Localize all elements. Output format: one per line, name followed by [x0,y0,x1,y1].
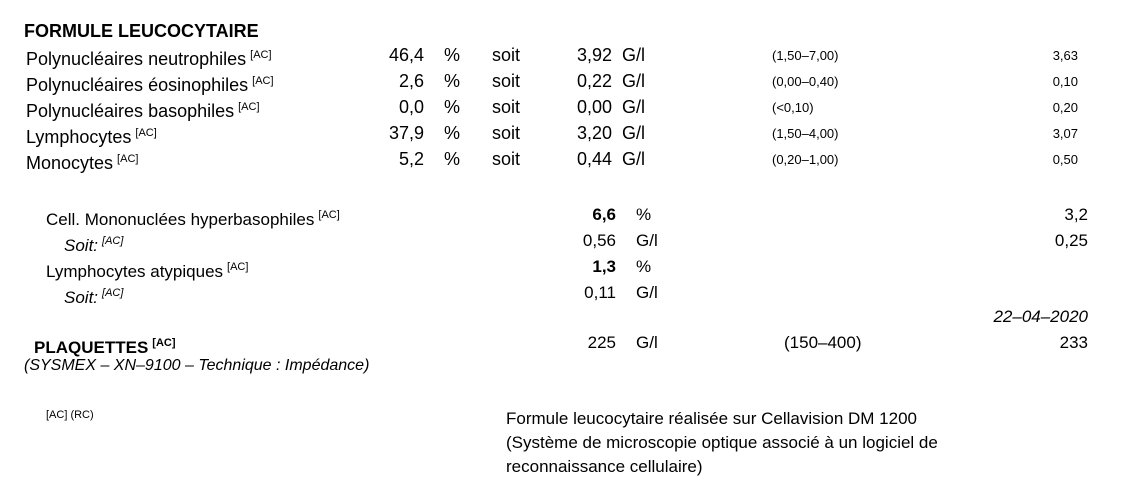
formula-ref: (0,20–1,00) [772,152,839,167]
formula-pct-unit: % [444,97,461,117]
formula-abs-unit: G/l [622,123,646,143]
plaquettes-unit: G/l [636,333,658,352]
previous-date: 22–04–2020 [993,307,1088,326]
atypical-value: 1,3 [592,257,616,276]
formula-pct: 0,0 [398,97,424,117]
hyperbaso-prev: 3,2 [1064,205,1088,224]
formula-pct: 46,4 [388,45,424,65]
formula-prev: 3,63 [1052,48,1078,63]
plaquettes-ref: (150–400) [784,333,862,352]
formula-abs: 0,00 [576,97,612,117]
formula-prev: 0,20 [1052,100,1078,115]
atypical-soit-unit: G/l [636,283,658,302]
ac-tag: [AC] [152,337,176,349]
formula-abs: 3,20 [576,123,612,143]
formula-label: Polynucléaires neutrophiles [AC] [26,49,272,69]
atypical-soit-label: Soit: [AC] [64,287,124,307]
formula-abs-unit: G/l [622,71,646,91]
ac-tag: [AC] [238,101,260,113]
formula-abs-unit: G/l [622,45,646,65]
ac-tag: [AC] [250,49,272,61]
formula-abs: 0,22 [576,71,612,91]
formula-pct-unit: % [444,71,461,91]
hyperbaso-label: Cell. Mononuclées hyperbasophiles [AC] [46,209,340,229]
formula-soit: soit [492,97,521,117]
formula-label: Monocytes [AC] [26,153,139,173]
formula-abs: 3,92 [576,45,612,65]
atypical-soit-value: 0,11 [584,283,616,302]
ac-tag: [AC] [102,287,124,299]
formula-soit: soit [492,71,521,91]
formula-ref: (1,50–7,00) [772,48,839,63]
ac-tag: [AC] [117,153,139,165]
formula-pct-unit: % [444,123,461,143]
formula-prev: 0,50 [1052,152,1078,167]
formula-pct: 5,2 [398,149,424,169]
formula-abs-unit: G/l [622,149,646,169]
formula-soit: soit [492,149,521,169]
hyperbaso-soit-prev: 0,25 [1054,231,1088,250]
formula-soit: soit [492,123,521,143]
formula-abs: 0,44 [576,149,612,169]
section-title: FORMULE LEUCOCYTAIRE [24,21,259,41]
plaquettes-prev: 233 [1059,333,1088,352]
formula-label: Lymphocytes [AC] [26,127,157,147]
formula-pct-unit: % [444,149,461,169]
formula-pct: 37,9 [388,123,424,143]
hyperbaso-soit-unit: G/l [636,231,658,250]
formula-label: Polynucléaires basophiles [AC] [26,101,260,121]
plaquettes-method: (SYSMEX – XN–9100 – Technique : Impédance) [24,357,370,374]
formula-prev: 3,07 [1052,126,1078,141]
formula-pct-unit: % [444,45,461,65]
formula-prev: 0,10 [1052,74,1078,89]
legend-tags: [AC] (RC) [46,409,94,421]
plaquettes-label: PLAQUETTES [AC] [34,337,176,357]
atypical-label: Lymphocytes atypiques [AC] [46,261,249,281]
hyperbaso-soit-value: 0,56 [582,231,616,250]
ac-tag: [AC] [318,209,340,221]
note-line-3: reconnaissance cellulaire) [506,457,703,476]
ac-tag: [AC] [135,127,157,139]
formula-pct: 2,6 [398,71,424,91]
note-line-1: Formule leucocytaire réalisée sur Cellavision DM 1200 [506,409,918,428]
hyperbaso-value: 6,6 [592,205,616,224]
atypical-unit: % [636,257,652,276]
hyperbaso-unit: % [636,205,652,224]
formula-ref: (<0,10) [772,100,814,115]
formula-label: Polynucléaires éosinophiles [AC] [26,75,274,95]
formula-soit: soit [492,45,521,65]
formula-ref: (1,50–4,00) [772,126,839,141]
plaquettes-value: 225 [587,333,616,352]
formula-ref: (0,00–0,40) [772,74,839,89]
formula-abs-unit: G/l [622,97,646,117]
note-line-2: (Système de microscopie optique associé à un logiciel de [506,433,938,452]
ac-tag: [AC] [252,75,274,87]
ac-tag: [AC] [227,261,249,273]
hyperbaso-soit-label: Soit: [AC] [64,235,124,255]
ac-tag: [AC] [102,235,124,247]
